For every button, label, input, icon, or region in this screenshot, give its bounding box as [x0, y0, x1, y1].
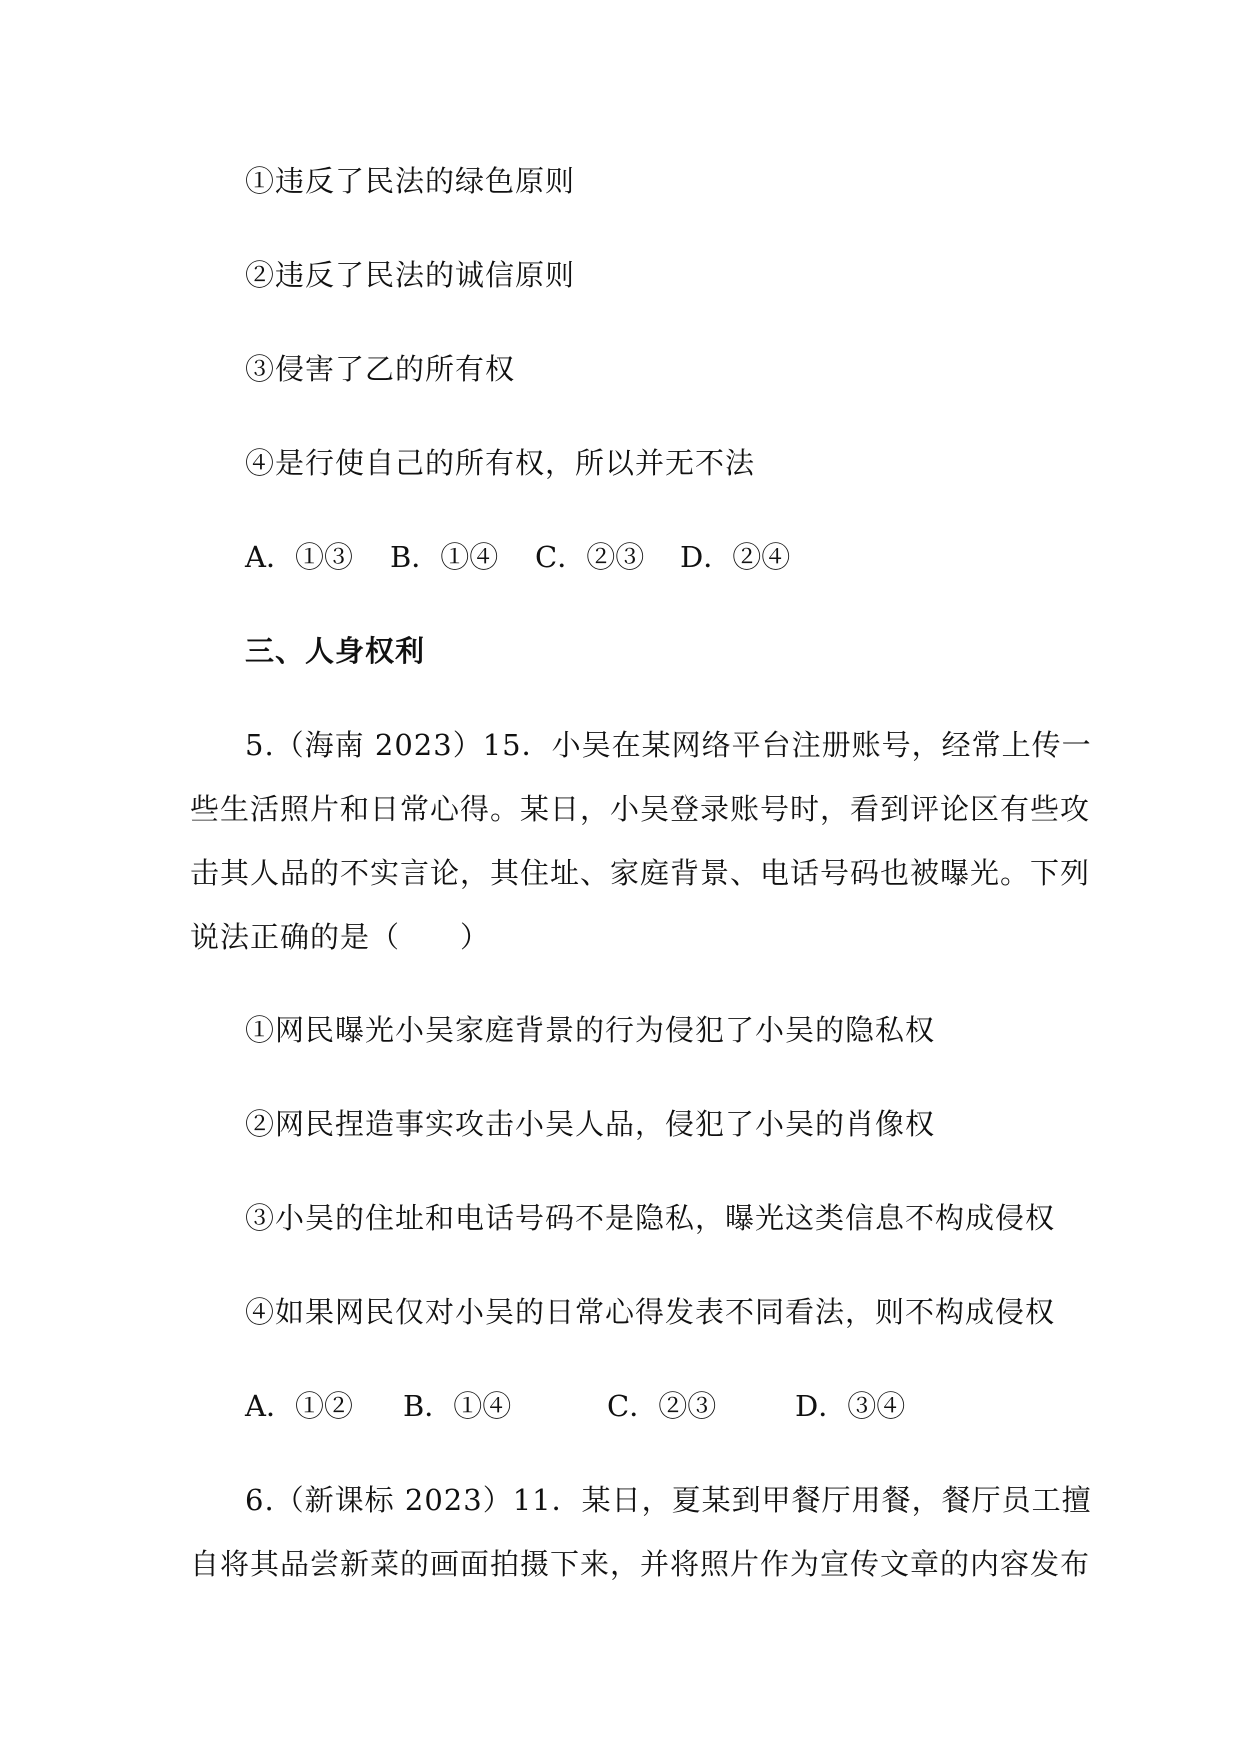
q4-option-a: A．①③: [245, 540, 353, 574]
q5-option-a: A．①②: [245, 1389, 353, 1423]
q5-option-c: C．②③: [607, 1389, 717, 1423]
q5-item-4: ④如果网民仅对小吴的日常心得发表不同看法，则不构成侵权: [245, 1295, 1056, 1329]
q5-stem-line-4: 说法正确的是（ ）: [190, 920, 491, 954]
q6-stem-line-1: 6.（新课标 2023）11．某日，夏某到甲餐厅用餐，餐厅员工擅: [245, 1483, 1092, 1517]
section-heading: 三、人身权利: [245, 634, 426, 668]
q5-option-b: B．①④: [403, 1389, 512, 1423]
q5-option-d: D．③④: [795, 1389, 906, 1423]
q4-item-4: ④是行使自己的所有权，所以并无不法: [245, 446, 756, 480]
q5-item-3: ③小吴的住址和电话号码不是隐私，曝光这类信息不构成侵权: [245, 1201, 1056, 1235]
q4-item-3: ③侵害了乙的所有权: [245, 352, 516, 386]
q5-item-1: ①网民曝光小吴家庭背景的行为侵犯了小吴的隐私权: [245, 1013, 936, 1047]
q5-item-2: ②网民捏造事实攻击小吴人品，侵犯了小吴的肖像权: [245, 1107, 936, 1141]
q6-stem-line-2: 自将其品尝新菜的画面拍摄下来，并将照片作为宣传文章的内容发布: [190, 1547, 1091, 1581]
q4-option-c: C．②③: [535, 540, 645, 574]
q5-stem-line-1: 5.（海南 2023）15．小吴在某网络平台注册账号，经常上传一: [245, 728, 1092, 762]
q4-option-b: B．①④: [390, 540, 499, 574]
q5-stem-line-2: 些生活照片和日常心得。某日，小吴登录账号时，看到评论区有些攻: [190, 792, 1091, 826]
q4-item-1: ①违反了民法的绿色原则: [245, 164, 576, 198]
q4-item-2: ②违反了民法的诚信原则: [245, 258, 576, 292]
q4-option-d: D．②④: [680, 540, 791, 574]
q5-stem-line-3: 击其人品的不实言论，其住址、家庭背景、电话号码也被曝光。下列: [190, 856, 1091, 890]
